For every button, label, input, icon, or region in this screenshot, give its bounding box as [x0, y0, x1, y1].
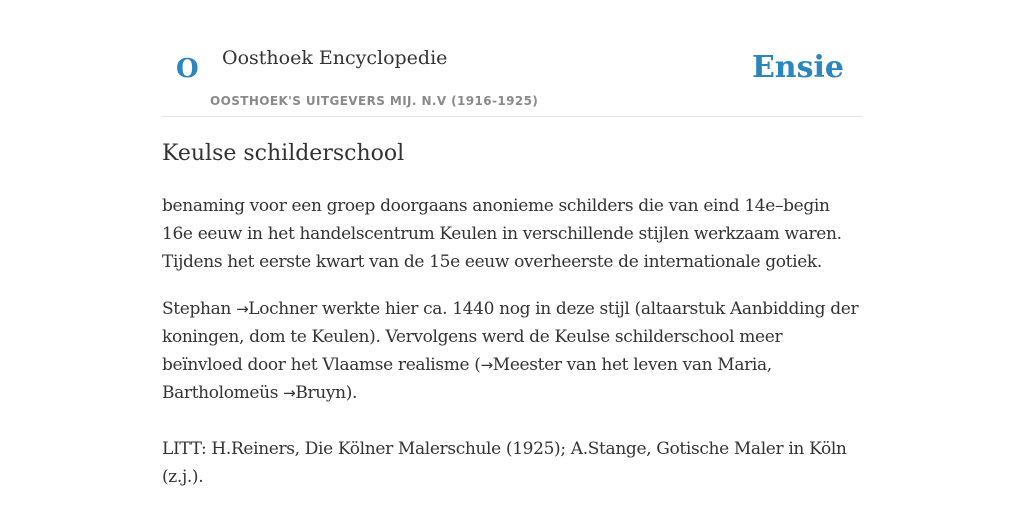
xref-label: Lochner [248, 299, 317, 319]
arrow-right-icon: → [283, 384, 296, 402]
encyclopedia-title[interactable]: Oosthoek Encyclopedie [222, 47, 448, 69]
text-segment: werkte hier ca. 1440 nog in deze stijl (altaarstuk Aanbidding der koningen, dom te Keulen). Vervolgens werd de Keulse schilderschool meer beïnvloed door het Vlaamse realisme ( [162, 299, 859, 375]
logo-o[interactable]: O [176, 54, 199, 84]
publisher-label: OOSTHOEK'S UITGEVERS MIJ. N.V (1916-1925) [210, 94, 539, 108]
text-segment: Stephan [162, 299, 237, 319]
text-segment: , Bartholomeüs [162, 355, 772, 403]
article-paragraph-2 [162, 295, 862, 407]
xref-label: Bruyn [295, 383, 346, 403]
literature-reference: LITT: H.Reiners, Die Kölner Malerschule (1925); A.Stange, Gotische Maler in Köln (z.j.). [162, 439, 847, 487]
text-segment: ). [345, 383, 358, 403]
arrow-right-icon: → [236, 300, 249, 318]
xref-lochner-link[interactable] [236, 299, 317, 319]
xref-label: Meester van het leven van Maria [492, 355, 767, 375]
xref-bruyn-link[interactable] [283, 383, 346, 403]
article-paragraph-1: benaming voor een groep doorgaans anonieme schilders die van eind 14e–begin 16e eeuw in het handelscentrum Keulen in verschillende stijlen werkzaam waren. Tijdens het eerste kwart van de 15e eeuw overheerste de internationale gotiek. [162, 196, 842, 272]
ensie-logo-link[interactable]: Ensie [751, 50, 844, 85]
header [162, 0, 862, 117]
arrow-right-icon: → [480, 356, 493, 374]
article-title: Keulse schilderschool [162, 141, 405, 166]
xref-meester-link[interactable] [481, 355, 767, 375]
article [162, 136, 862, 491]
